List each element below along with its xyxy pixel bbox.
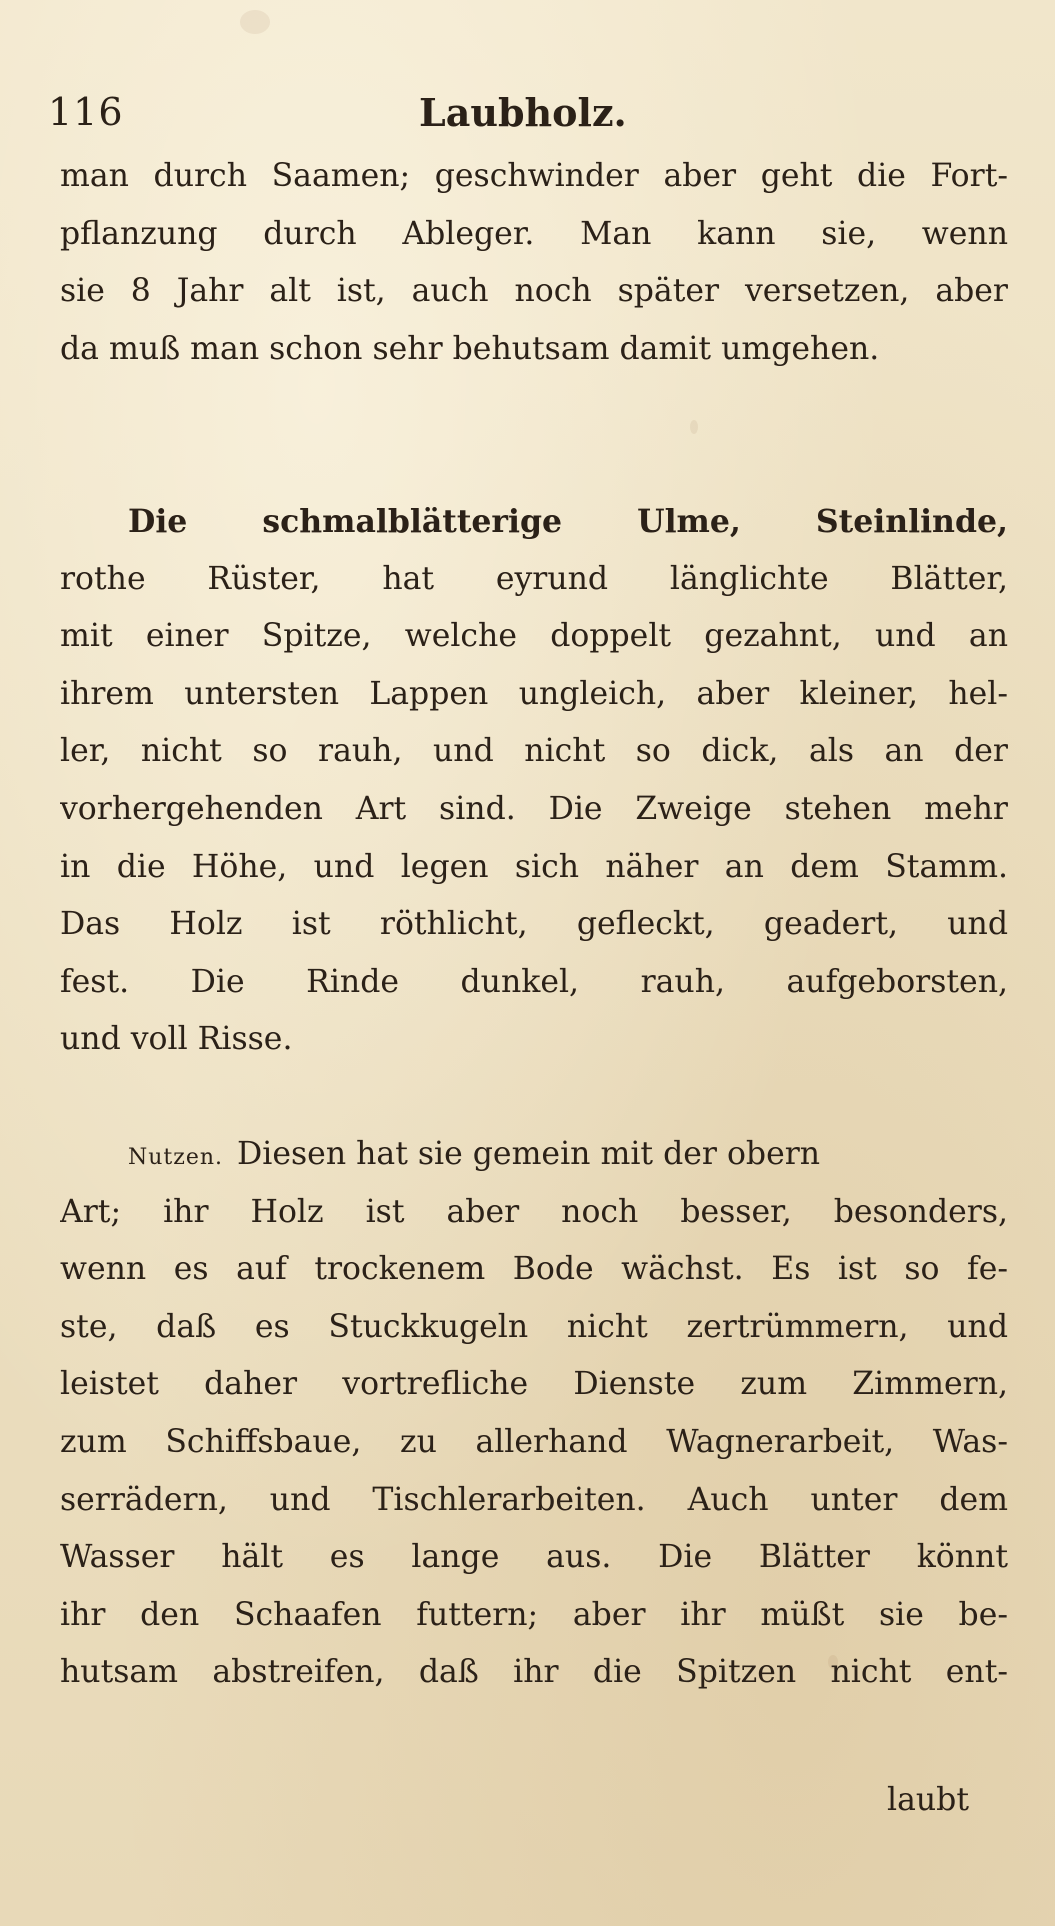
text-line: Das Holz ist röthlicht, gefleckt, geadert, und (60, 906, 1008, 943)
text-line: Die schmalblätterige Ulme, Steinlinde, (128, 503, 1008, 540)
text-line: man durch Saamen; geschwinder aber geht die Fort- (60, 158, 1008, 194)
text-line: zum Schiffsbaue, zu allerhand Wagnerarbeit, Was- (60, 1423, 1008, 1460)
paragraph-species-description (60, 493, 1008, 1069)
text-line: und voll Risse. (60, 1021, 293, 1058)
text-line: sie 8 Jahr alt ist, auch noch später versetzen, aber (60, 273, 1008, 310)
text-line: mit einer Spitze, welche doppelt gezahnt, und an (60, 618, 1008, 655)
text-line (60, 1126, 1008, 1184)
running-head: Laubholz. (419, 90, 627, 135)
paragraph-continuation (60, 148, 1008, 378)
text-line: ler, nicht so rauh, und nicht so dick, als an der (60, 733, 1008, 770)
text-line-content: Diesen hat sie gemein mit der obern (237, 1136, 821, 1172)
text-line: rothe Rüster, hat eyrund länglichte Blätter, (60, 560, 1008, 597)
text-line: ihr den Schaafen futtern; aber ihr müßt sie be- (60, 1596, 1008, 1633)
text-line: wenn es auf trockenem Bode wächst. Es ist so fe- (60, 1251, 1008, 1288)
text-line: vorhergehenden Art sind. Die Zweige stehen mehr (60, 790, 1008, 827)
text-line: Wasser hält es lange aus. Die Blätter könnt (60, 1539, 1008, 1576)
text-line: ste, daß es Stuckkugeln nicht zertrümmern, und (60, 1308, 1008, 1345)
paragraph-uses (60, 1126, 1008, 1702)
catchword: laubt (887, 1782, 969, 1818)
text-line: fest. Die Rinde dunkel, rauh, aufgeborsten, (60, 963, 1008, 1000)
text-line: Art; ihr Holz ist aber noch besser, besonders, (60, 1193, 1008, 1230)
text-line: ihrem untersten Lappen ungleich, aber kleiner, hel- (60, 675, 1008, 712)
text-line: hutsam abstreifen, daß ihr die Spitzen nicht ent- (60, 1654, 1008, 1691)
page-number: 116 (48, 90, 124, 134)
marginal-note: Nutzen. (128, 1145, 224, 1170)
text-line: in die Höhe, und legen sich näher an dem Stamm. (60, 848, 1008, 885)
paper-stain (690, 420, 698, 434)
text-line: da muß man schon sehr behutsam damit umgehen. (60, 330, 880, 367)
text-line: pflanzung durch Ableger. Man kann sie, wenn (60, 215, 1008, 252)
paper-stain (240, 10, 270, 34)
text-line: serrädern, und Tischlerarbeiten. Auch unter dem (60, 1481, 1008, 1518)
page-header (48, 90, 1005, 140)
text-line: leistet daher vortrefliche Dienste zum Zimmern, (60, 1366, 1008, 1403)
